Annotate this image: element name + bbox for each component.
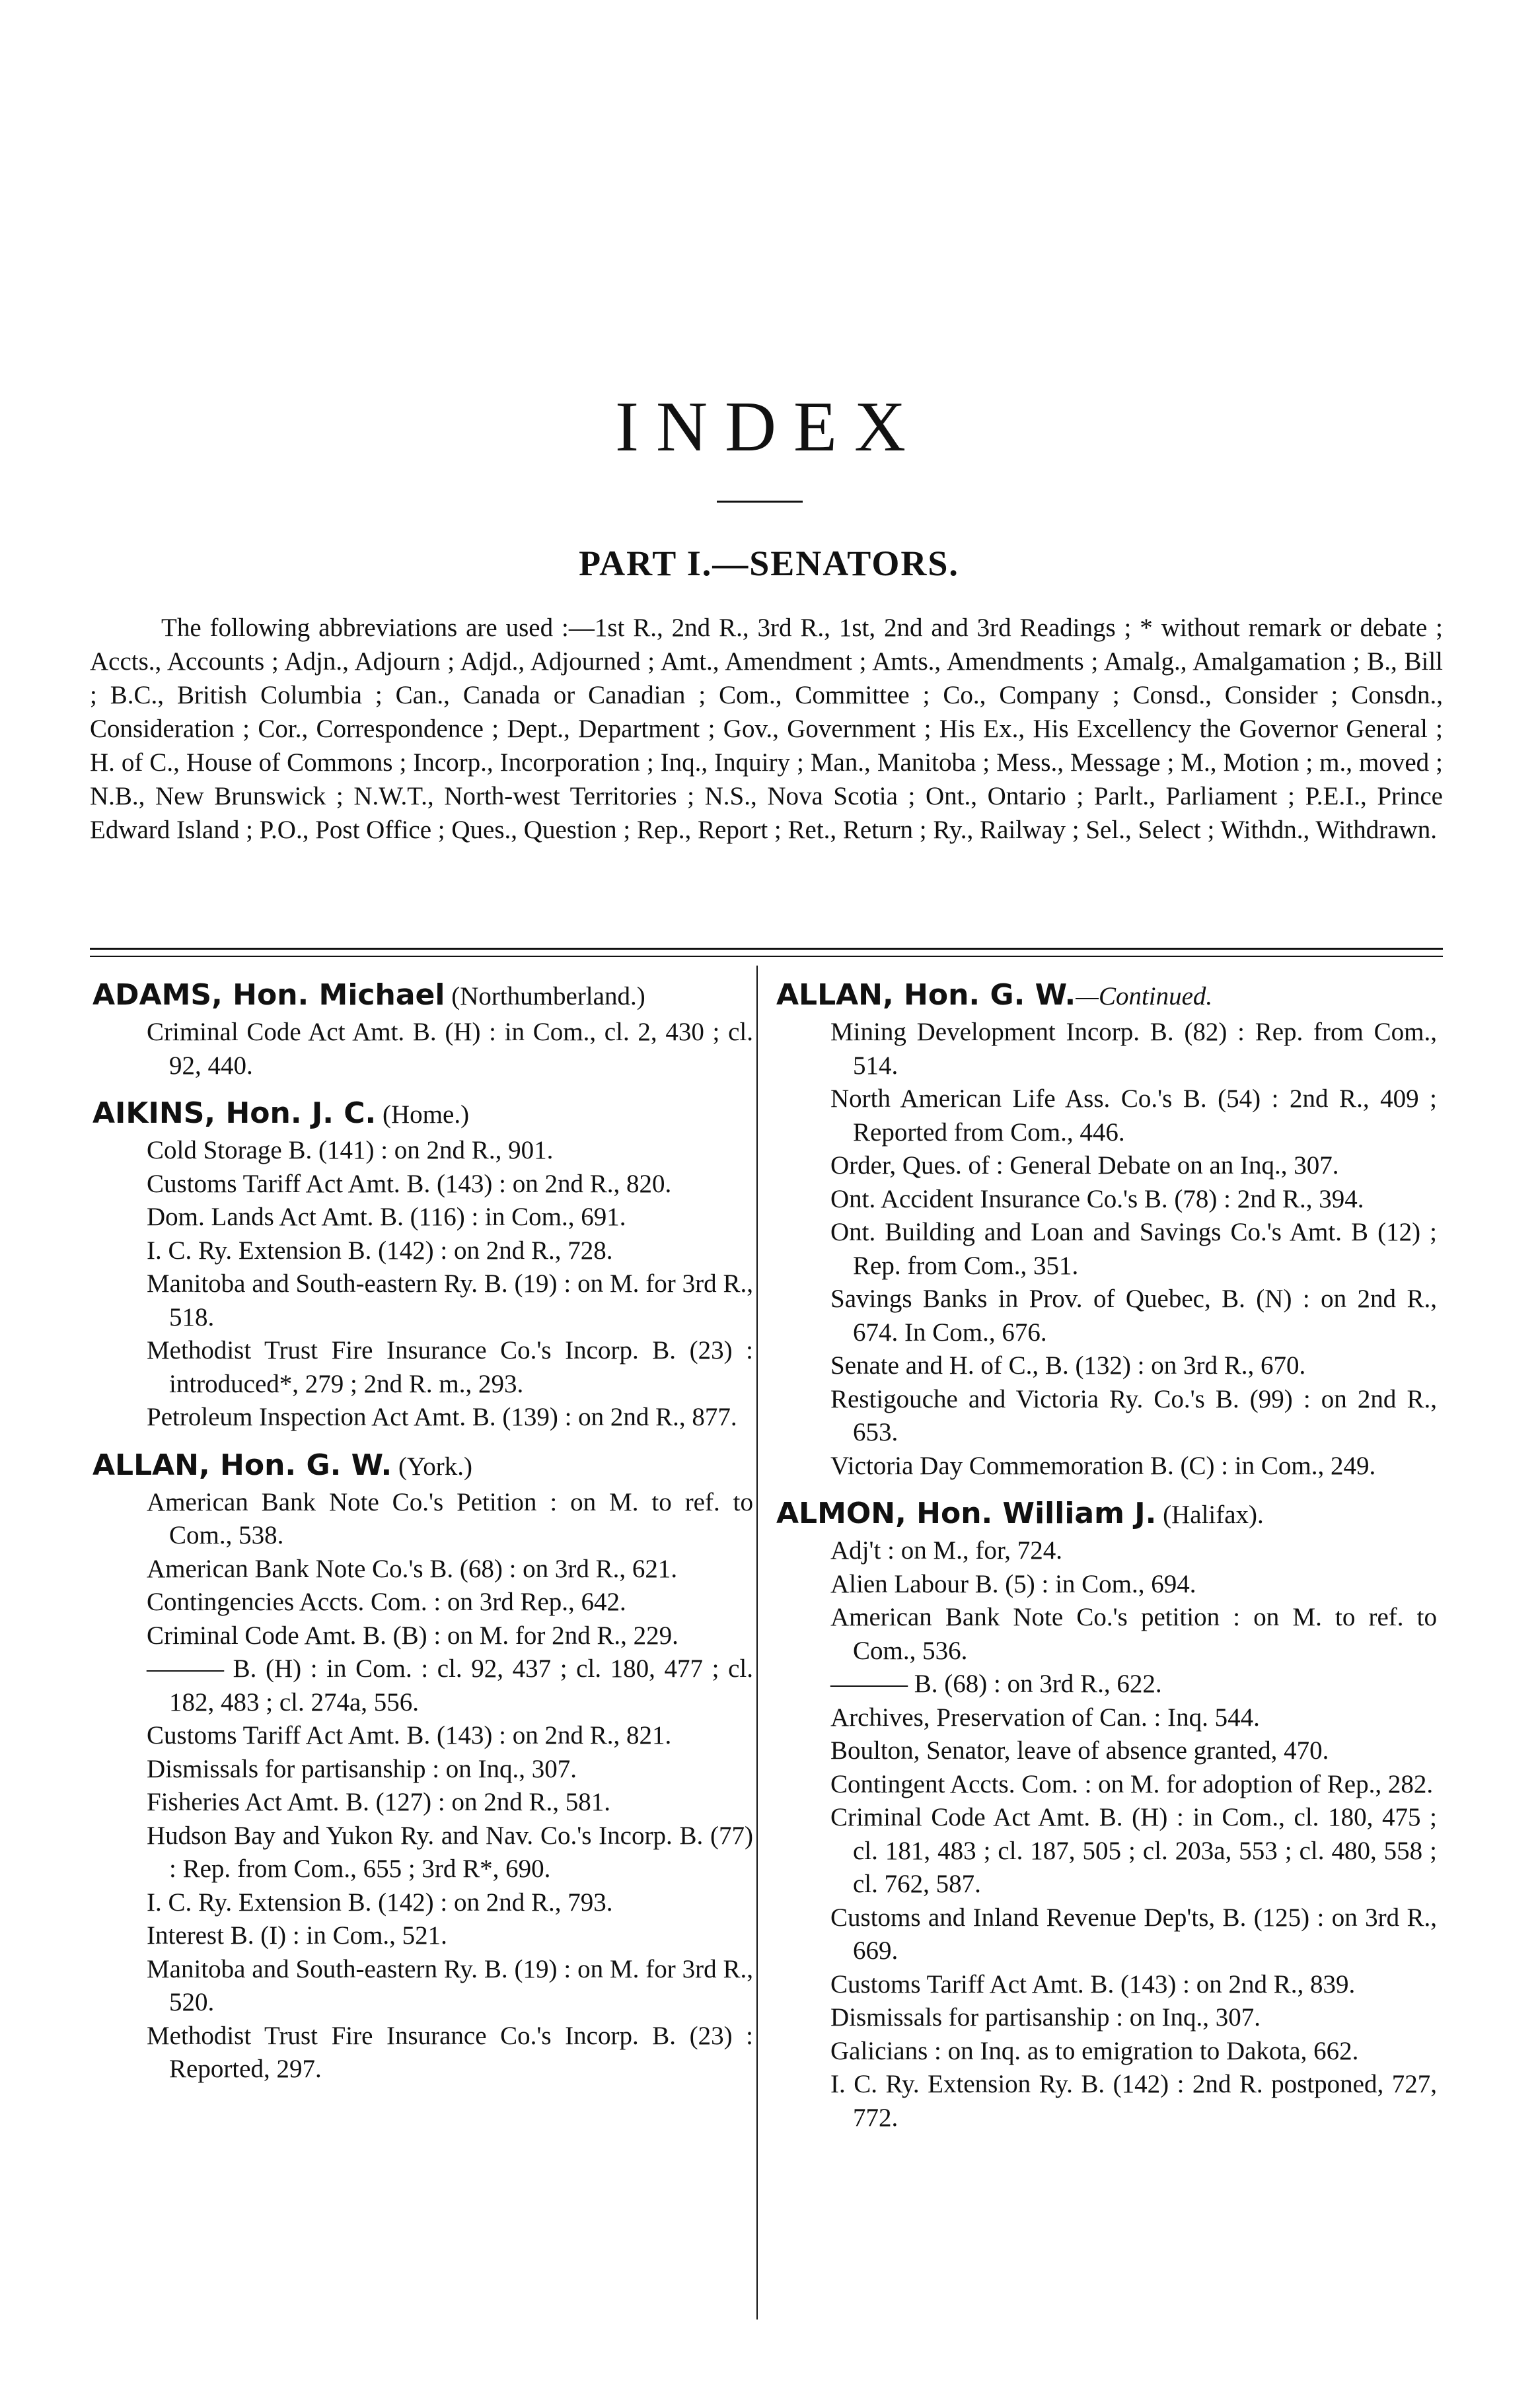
- index-entry: American Bank Note Co.'s B. (68) : on 3rd R., 621.: [147, 1554, 678, 1583]
- senator-title: Hon. William J.: [906, 1497, 1157, 1530]
- senator-surname: AIKINS,: [92, 1096, 216, 1130]
- index-entry: ——— B. (68) : on 3rd R., 622.: [830, 1670, 1162, 1698]
- abbreviations-paragraph: The following abbreviations are used :—1st R., 2nd R., 3rd R., 1st, 2nd and 3rd Readings ; * without remark or debate ; Accts., Accounts ; Adjn., Adjourn ; Adjd., Adjourned ; Amt., Amendment ; Amts., Amendments ; Amalg., Amalgamation ; B., Bill ; B.C., British Columbia ; Can., Canada or Canadian ; Com., Committee ; Co., Company ; Consd., Consider ; Consdn., Consideration ; Cor., Correspondence ; Dept., Department ; Gov., Government ; His Ex., His Excellency the Governor General ; H. of C., House of Commons ; Incorp., Incorporation ; Inq., Inquiry ; Man., Manitoba ; Mess., Message ; M., Motion ; m., moved ; N.B., New Brunswick ; N.W.T., North-west Territories ; N.S., Nova Scotia ; Ont., Ontario ; Parlt., Parliament ; P.E.I., Prince Edward Island ; P.O., Post Office ; Ques., Question ; Rep., Report ; Ret., Return ; Ry., Railway ; Sel., Select ; Withdn., Withdrawn.: [90, 614, 1443, 844]
- index-entry: Adj't : on M., for, 724.: [830, 1536, 1063, 1565]
- senator-surname: ALLAN,: [776, 978, 894, 1012]
- section-divider: [90, 948, 1443, 957]
- senator-title: Hon. G. W.: [893, 978, 1076, 1012]
- index-entry: Savings Banks in Prov. of Quebec, B. (N) : on 2nd R., 674. In Com., 676.: [830, 1285, 1437, 1347]
- index-entry: Petroleum Inspection Act Amt. B. (139) : on 2nd R., 877.: [147, 1403, 737, 1431]
- index-entry: American Bank Note Co.'s Petition : on M. to ref. to Com., 538.: [147, 1487, 753, 1549]
- index-entry: Criminal Code Act Amt. B. (H) : in Com., cl. 2, 430 ; cl. 92, 440.: [147, 1018, 753, 1080]
- title-rule: [717, 501, 803, 503]
- senator-division: (Northumberland.): [445, 982, 645, 1010]
- senator-surname: ALMON,: [776, 1497, 906, 1530]
- index-entry: Dismissals for partisanship : on Inq., 307.: [147, 1754, 577, 1783]
- senator-heading: [92, 1446, 753, 1486]
- index-entry: Ont. Accident Insurance Co.'s B. (78) : 2nd R., 394.: [830, 1184, 1364, 1213]
- senator-heading: [776, 976, 1437, 1016]
- index-entry: Manitoba and South-eastern Ry. B. (19) : on M. for 3rd R., 518.: [147, 1269, 753, 1331]
- index-entry: American Bank Note Co.'s petition : on M. to ref. to Com., 536.: [830, 1603, 1437, 1665]
- index-entry: Customs Tariff Act Amt. B. (143) : on 2nd R., 839.: [830, 1969, 1356, 1999]
- senator-heading: [776, 1495, 1437, 1534]
- index-entry: ——— B. (H) : in Com. : cl. 92, 437 ; cl. 180, 477 ; cl. 182, 483 ; cl. 274a, 556.: [147, 1654, 753, 1717]
- senator-surname: ADAMS,: [92, 978, 223, 1012]
- index-entry: Customs Tariff Act Amt. B. (143) : on 2nd R., 820.: [147, 1169, 672, 1198]
- continued-label: —Continued.: [1076, 982, 1213, 1010]
- index-entry: Dismissals for partisanship : on Inq., 307.: [830, 2003, 1261, 2032]
- index-entry: I. C. Ry. Extension B. (142) : on 2nd R., 793.: [147, 1888, 613, 1917]
- index-entry: Fisheries Act Amt. B. (127) : on 2nd R., 581.: [147, 1788, 610, 1816]
- index-entry: Contingencies Accts. Com. : on 3rd Rep., 642.: [147, 1588, 626, 1616]
- left-column: [92, 976, 753, 2086]
- right-column: [776, 976, 1437, 2135]
- part-heading: PART I.—SENATORS.: [579, 544, 959, 583]
- index-entry: Methodist Trust Fire Insurance Co.'s Incorp. B. (23) : introduced*, 279 ; 2nd R. m., 293.: [147, 1336, 753, 1398]
- index-entry: Customs Tariff Act Amt. B. (143) : on 2nd R., 821.: [147, 1721, 672, 1750]
- index-entry: Criminal Code Act Amt. B. (H) : in Com., cl. 180, 475 ; cl. 181, 483 ; cl. 187, 505 ; cl. 203a, 553 ; cl. 480, 558 ; cl. 762, 587.: [830, 1803, 1437, 1898]
- column-divider: [756, 966, 758, 2319]
- index-entry: I. C. Ry. Extension Ry. B. (142) : 2nd R. postponed, 727, 772.: [830, 2070, 1437, 2132]
- index-entry: I. C. Ry. Extension B. (142) : on 2nd R., 728.: [147, 1236, 613, 1265]
- senator-heading: [92, 1094, 753, 1134]
- senator-division: (Home.): [376, 1100, 470, 1129]
- index-entry: Customs and Inland Revenue Dep'ts, B. (125) : on 3rd R., 669.: [830, 1903, 1437, 1965]
- index-entry: Criminal Code Amt. B. (B) : on M. for 2nd R., 229.: [147, 1621, 678, 1650]
- senator-division: (York.): [392, 1452, 472, 1481]
- index-entry: Interest B. (I) : in Com., 521.: [147, 1921, 447, 1950]
- index-entry: Manitoba and South-eastern Ry. B. (19) : on M. for 3rd R., 520.: [147, 1954, 753, 2016]
- senator-heading: [92, 976, 753, 1016]
- senator-surname: ALLAN,: [92, 1448, 210, 1482]
- index-entry: Galicians : on Inq. as to emigration to Dakota, 662.: [830, 2036, 1359, 2065]
- index-entry: North American Life Ass. Co.'s B. (54) : 2nd R., 409 ; Reported from Com., 446.: [830, 1084, 1437, 1147]
- index-entry: Methodist Trust Fire Insurance Co.'s Incorp. B. (23) : Reported, 297.: [147, 2021, 753, 2083]
- index-entry: Archives, Preservation of Can. : Inq. 544.: [830, 1703, 1260, 1732]
- index-entry: Order, Ques. of : General Debate on an Inq., 307.: [830, 1151, 1339, 1180]
- index-entry: Contingent Accts. Com. : on M. for adoption of Rep., 282.: [830, 1769, 1434, 1798]
- index-entry: Boulton, Senator, leave of absence granted, 470.: [830, 1736, 1329, 1765]
- senator-title: Hon. J. C.: [215, 1096, 377, 1130]
- index-entry: Victoria Day Commemoration B. (C) : in Com., 249.: [830, 1451, 1376, 1480]
- index-entry: Senate and H. of C., B. (132) : on 3rd R., 670.: [830, 1351, 1306, 1380]
- index-entry: Cold Storage B. (141) : on 2nd R., 901.: [147, 1136, 554, 1164]
- senator-title: Hon. G. W.: [209, 1448, 392, 1482]
- index-entry: Ont. Building and Loan and Savings Co.'s Amt. B (12) ; Rep. from Com., 351.: [830, 1218, 1437, 1280]
- senator-title: Hon. Michael: [222, 978, 445, 1012]
- index-entry: Restigouche and Victoria Ry. Co.'s B. (99) : on 2nd R., 653.: [830, 1384, 1437, 1446]
- index-entry: Dom. Lands Act Amt. B. (116) : in Com., 691.: [147, 1203, 626, 1231]
- index-entry: Hudson Bay and Yukon Ry. and Nav. Co.'s Incorp. B. (77) : Rep. from Com., 655 ; 3rd R*, 690.: [147, 1821, 753, 1883]
- senator-division: (Halifax).: [1156, 1501, 1264, 1529]
- page-title: INDEX: [615, 388, 923, 466]
- index-entry: Mining Development Incorp. B. (82) : Rep. from Com., 514.: [830, 1018, 1437, 1080]
- index-entry: Alien Labour B. (5) : in Com., 694.: [830, 1569, 1196, 1598]
